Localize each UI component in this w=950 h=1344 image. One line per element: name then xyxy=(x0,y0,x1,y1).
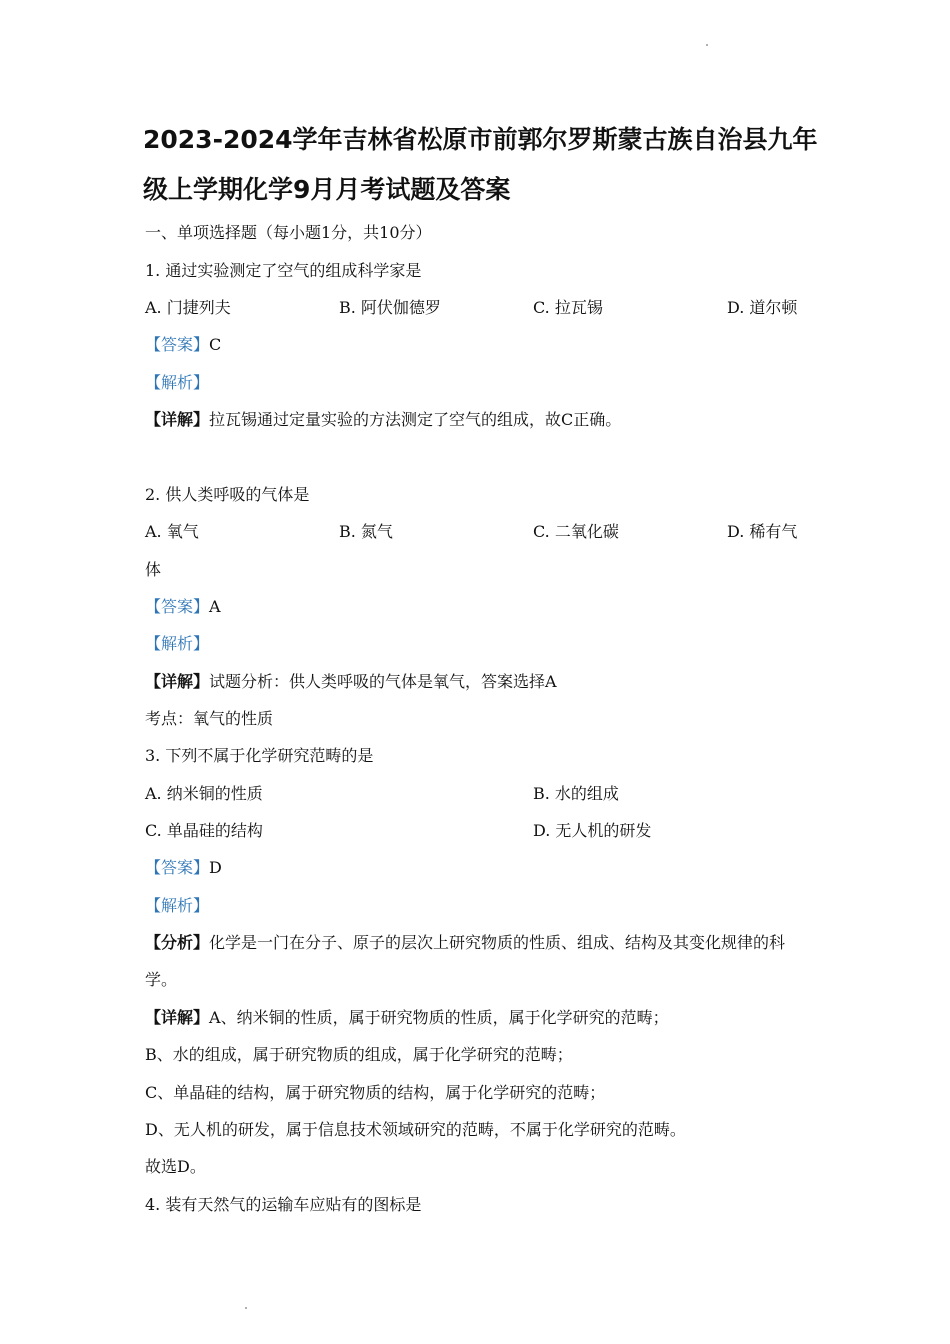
q2-kaodian: 考点：氧气的性质 xyxy=(145,709,274,728)
detail-label: 【详解】 xyxy=(145,410,210,429)
q3-option-a: A. 纳米铜的性质 xyxy=(145,784,263,803)
q3-option-d: D. 无人机的研发 xyxy=(533,821,652,840)
q3-detail-line-2: B、水的组成，属于研究物质的组成，属于化学研究的范畴； xyxy=(145,1045,573,1064)
analysis-label: 【解析】 xyxy=(145,634,210,653)
answer-label: 【答案】 xyxy=(145,335,210,354)
q2-answer-value: A xyxy=(209,597,221,616)
q1-option-a: A. 门捷列夫 xyxy=(145,298,231,317)
q3-fenxi-wrap: 学。 xyxy=(145,970,178,989)
page-title-line-2: 级上学期化学9月月考试题及答案 xyxy=(143,175,511,204)
q1-detail xyxy=(145,410,621,430)
q3-detail-text-1: A、纳米铜的性质，属于研究物质的性质，属于化学研究的范畴； xyxy=(209,1008,669,1027)
q2-answer xyxy=(145,597,221,617)
q4-stem: 4. 装有天然气的运输车应贴有的图标是 xyxy=(145,1195,422,1214)
q2-detail xyxy=(145,672,557,692)
detail-label: 【详解】 xyxy=(145,672,210,691)
q2-option-b: B. 氮气 xyxy=(339,522,393,541)
answer-label: 【答案】 xyxy=(145,597,210,616)
analysis-label: 【解析】 xyxy=(145,373,210,392)
q2-analysis xyxy=(145,634,209,654)
q1-option-d: D. 道尔顿 xyxy=(727,298,798,317)
q2-option-d-wrap: 体 xyxy=(145,560,162,579)
section-heading: 一、单项选择题（每小题1分，共10分） xyxy=(145,223,432,242)
q3-answer-value: D xyxy=(209,858,222,877)
analysis-label: 【解析】 xyxy=(145,896,210,915)
q3-option-c: C. 单晶硅的结构 xyxy=(145,821,263,840)
q3-analysis xyxy=(145,896,209,916)
q3-option-b: B. 水的组成 xyxy=(533,784,619,803)
q1-detail-text: 拉瓦锡通过定量实验的方法测定了空气的组成，故C正确。 xyxy=(209,410,622,429)
detail-label: 【详解】 xyxy=(145,1008,210,1027)
q3-fenxi xyxy=(145,933,785,953)
q1-analysis xyxy=(145,373,209,393)
q3-fenxi-text: 化学是一门在分子、原子的层次上研究物质的性质、组成、结构及其变化规律的科 xyxy=(209,933,786,952)
q3-detail-line-3: C、单晶硅的结构，属于研究物质的结构，属于化学研究的范畴； xyxy=(145,1083,606,1102)
page-title-line-1: 2023-2024学年吉林省松原市前郭尔罗斯蒙古族自治县九年 xyxy=(143,125,818,154)
corner-mark-top xyxy=(706,44,708,46)
fenxi-label: 【分析】 xyxy=(145,933,210,952)
corner-mark-bottom xyxy=(245,1307,247,1309)
q1-answer-value: C xyxy=(209,335,222,354)
q1-stem: 1. 通过实验测定了空气的组成科学家是 xyxy=(145,261,422,280)
q2-option-c: C. 二氧化碳 xyxy=(533,522,619,541)
q2-option-a: A. 氧气 xyxy=(145,522,199,541)
q3-conclusion: 故选D。 xyxy=(145,1157,206,1176)
q1-answer xyxy=(145,335,221,355)
q3-answer xyxy=(145,858,222,878)
q2-option-d: D. 稀有气 xyxy=(727,522,798,541)
q1-option-c: C. 拉瓦锡 xyxy=(533,298,603,317)
q3-detail xyxy=(145,1008,669,1028)
q2-stem: 2. 供人类呼吸的气体是 xyxy=(145,485,310,504)
q2-detail-text: 试题分析：供人类呼吸的气体是氧气，答案选择A xyxy=(209,672,557,691)
answer-label: 【答案】 xyxy=(145,858,210,877)
q3-detail-line-4: D、无人机的研发，属于信息技术领域研究的范畴，不属于化学研究的范畴。 xyxy=(145,1120,686,1139)
q3-stem: 3. 下列不属于化学研究范畴的是 xyxy=(145,746,374,765)
q1-option-b: B. 阿伏伽德罗 xyxy=(339,298,441,317)
